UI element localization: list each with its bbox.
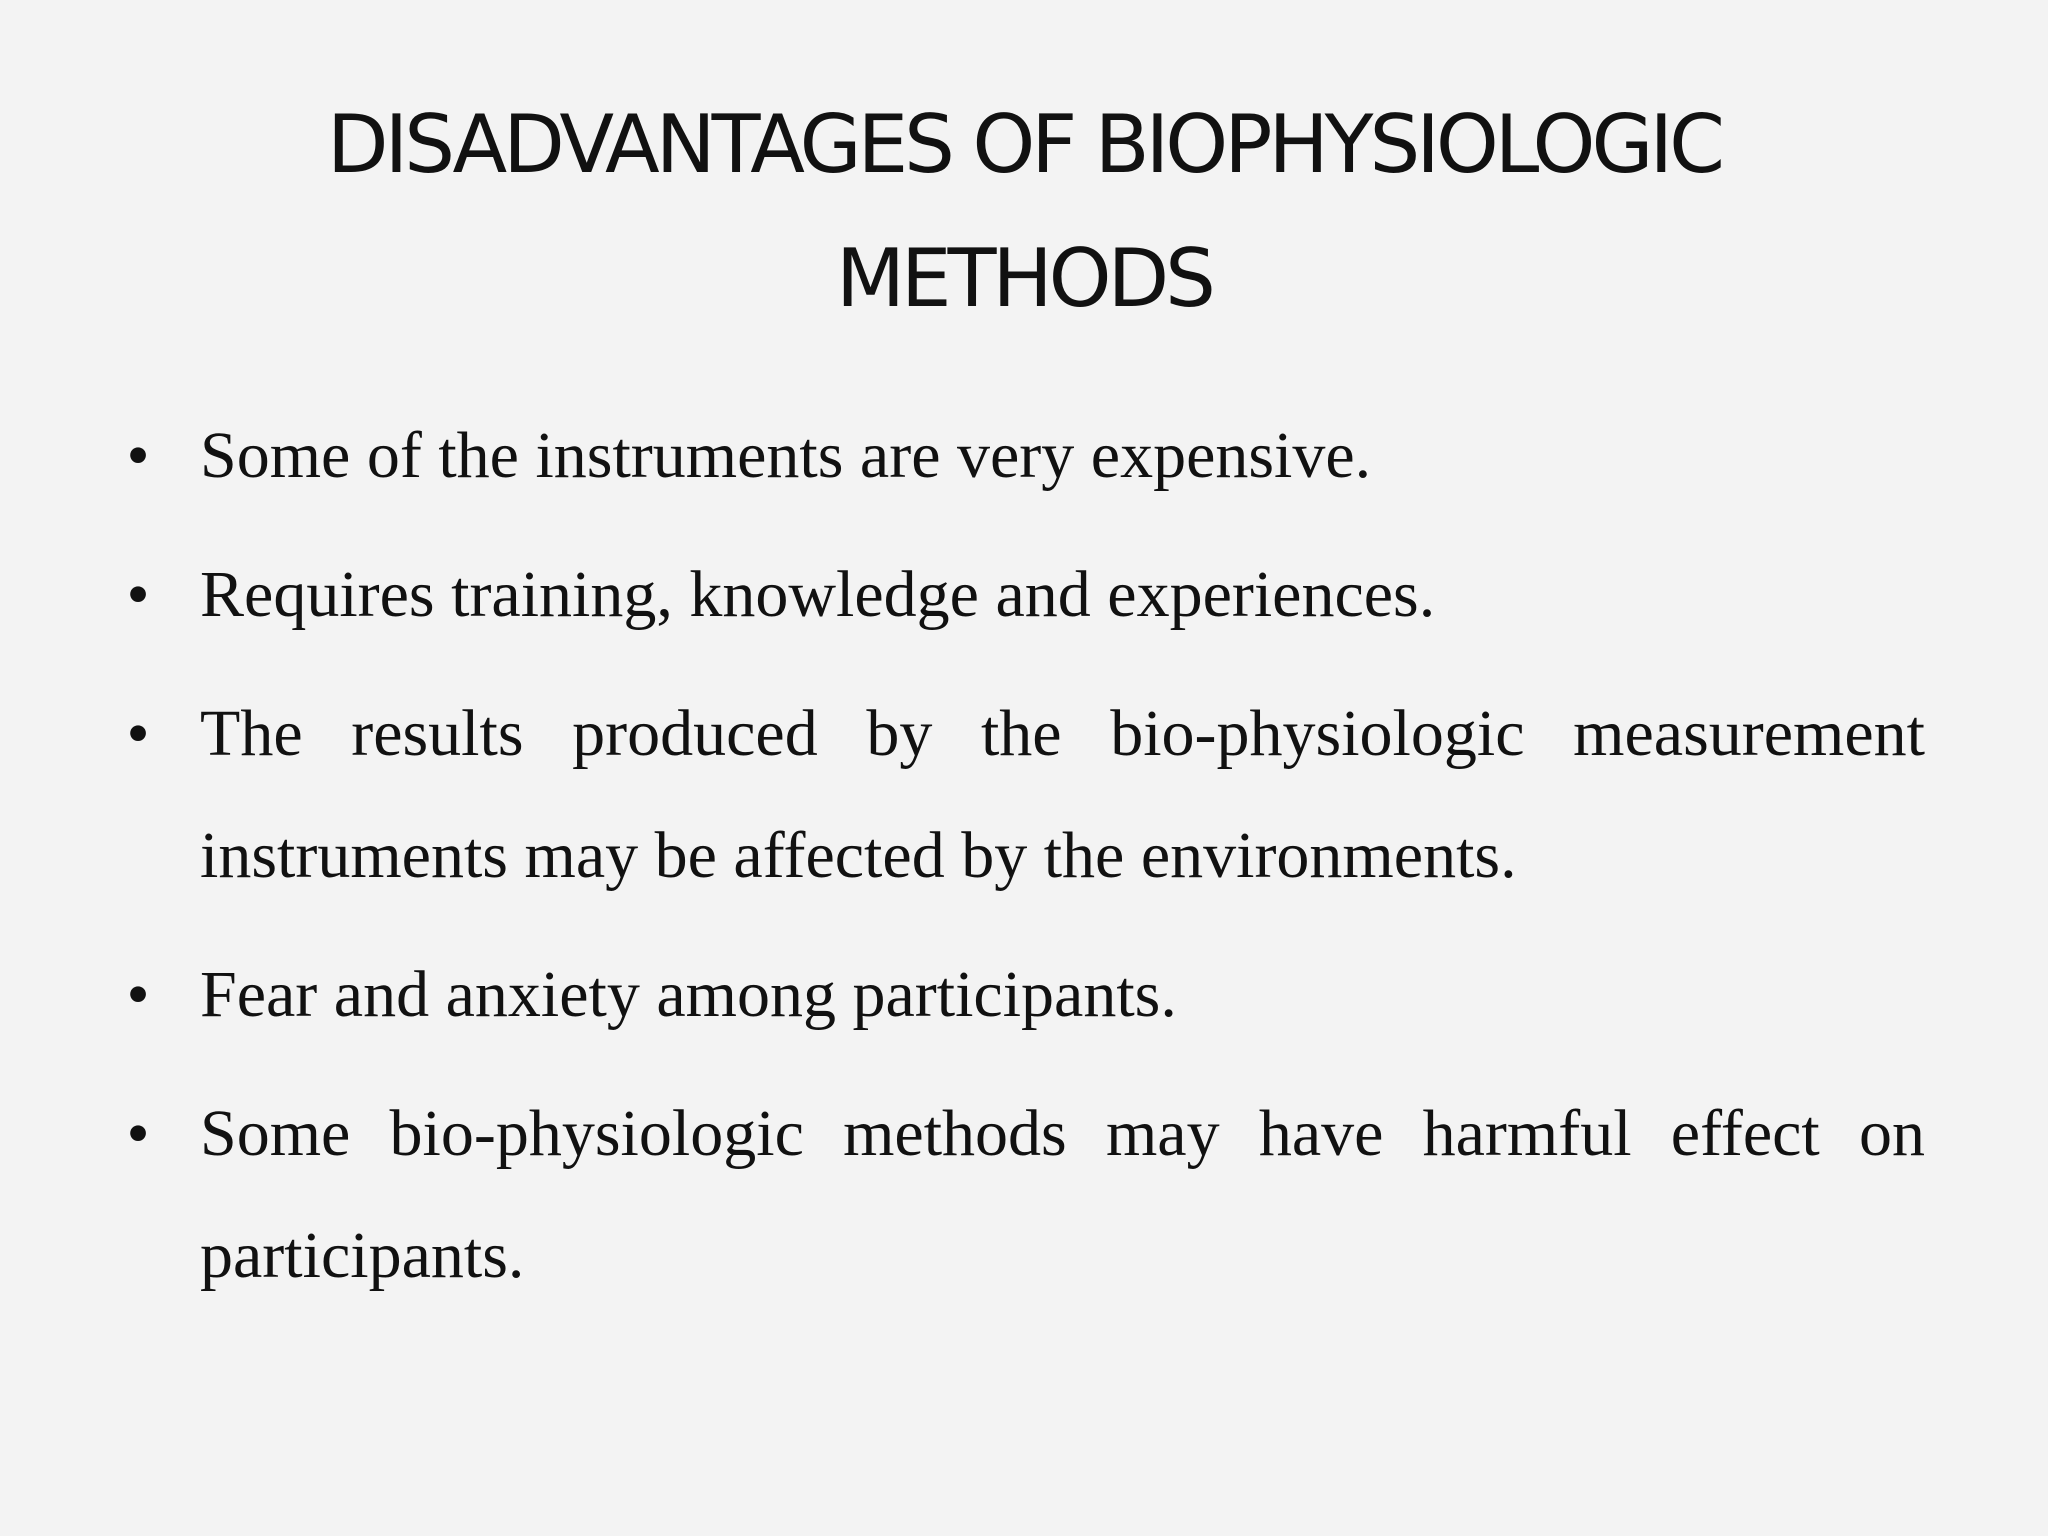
list-item — [120, 395, 1925, 517]
bullet-icon: • — [126, 419, 150, 492]
list-item — [120, 1073, 1925, 1317]
bullet-text: Some of the instruments are very expensive. — [200, 419, 1372, 492]
slide-title: DISADVANTAGES OF BIOPHYSIOLOGIC METHODS — [327, 98, 1721, 325]
list-item — [120, 673, 1925, 917]
bullet-text: Some bio-physiologic methods may have harmful effect on participants. — [200, 1097, 1925, 1292]
bullet-icon: • — [126, 958, 150, 1031]
bullet-text: Requires training, knowledge and experiences. — [200, 558, 1436, 631]
bullet-text: Fear and anxiety among participants. — [200, 958, 1177, 1031]
list-item — [120, 934, 1925, 1056]
bullet-icon: • — [126, 1097, 150, 1170]
list-item — [120, 534, 1925, 656]
bullet-icon: • — [126, 697, 150, 770]
bullet-icon: • — [126, 558, 150, 631]
bullet-text: The results produced by the bio-physiologic measurement instruments may be affected by the environments. — [200, 697, 1925, 892]
bullet-list — [120, 395, 1925, 1334]
